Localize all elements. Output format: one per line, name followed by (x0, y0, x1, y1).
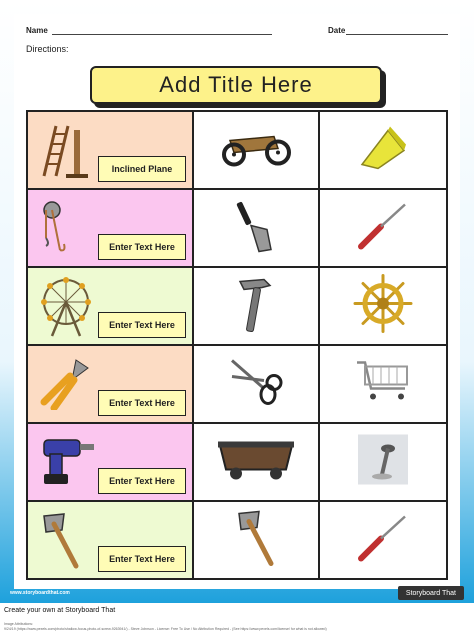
row-6-image-cell-1[interactable] (192, 500, 320, 580)
row-5-image-cell-2[interactable] (318, 422, 448, 502)
storyboard-brand[interactable] (398, 586, 464, 600)
row-6-image-cell-2[interactable] (318, 500, 448, 580)
row-4-label-cell[interactable] (26, 344, 194, 424)
row-1-label-cell[interactable] (26, 110, 194, 190)
row-1-image-cell-2[interactable] (318, 110, 448, 190)
screwdriver-icon (355, 201, 411, 256)
name-label: Name (26, 26, 48, 35)
credit-line-1: Image Attributions: (4, 622, 33, 626)
image-credits (4, 622, 470, 632)
row-4-image-cell-2[interactable] (318, 344, 448, 424)
pulley-icon (36, 198, 76, 263)
row-2-text-box[interactable]: Enter Text Here (98, 234, 186, 260)
directions-label: Directions: (26, 44, 69, 54)
brand-label: Storyboard That (405, 589, 456, 597)
page-title[interactable]: Add Title Here (159, 72, 313, 97)
row-5-image-cell-1[interactable] (192, 422, 320, 502)
scissors-icon (228, 355, 284, 414)
date-field[interactable] (346, 34, 448, 35)
row-2-label-cell[interactable] (26, 188, 194, 268)
mine-cart-icon (216, 438, 296, 487)
row-1-text-box[interactable]: Inclined Plane (98, 156, 186, 182)
date-label: Date (328, 26, 346, 35)
row-1-image-cell-1[interactable] (192, 110, 320, 190)
create-link[interactable]: Create your own at Storyboard That (4, 607, 116, 614)
row-5-label-cell[interactable] (26, 422, 194, 502)
ship-wheel-icon (353, 274, 413, 339)
drill-icon (36, 432, 96, 493)
pliers-icon (36, 354, 96, 415)
hammer-icon (232, 274, 280, 339)
axe-icon (36, 510, 86, 575)
screwdriver-icon (355, 513, 411, 568)
row-2-image-cell-2[interactable] (318, 188, 448, 268)
footer-url[interactable]: www.storyboardthat.com (10, 590, 70, 596)
row-6-label-cell[interactable] (26, 500, 194, 580)
name-field[interactable] (52, 34, 272, 35)
trowel-icon (231, 198, 281, 259)
row-4-image-cell-1[interactable] (192, 344, 320, 424)
row-3-image-cell-1[interactable] (192, 266, 320, 346)
credit-line-2: 9/24/19 (https://www.pexels.com/photo/shallow-focus-photo-of-screw-9263941/) - Steve Johnson - License: Free To Use / No Attribution Required - (See https://www.pexels.com/license/ for what is not allowed) (4, 627, 327, 631)
axe-icon (231, 508, 281, 573)
screw-icon (358, 435, 408, 490)
row-3-label-cell[interactable] (26, 266, 194, 346)
row-3-text-box[interactable]: Enter Text Here (98, 312, 186, 338)
row-6-text-box[interactable]: Enter Text Here (98, 546, 186, 572)
worksheet-grid (26, 110, 448, 580)
ferris-wheel-icon (36, 276, 96, 343)
row-4-text-box[interactable]: Enter Text Here (98, 390, 186, 416)
wedge-icon (358, 125, 408, 176)
wheeled-cart-icon (216, 123, 296, 178)
row-5-text-box[interactable]: Enter Text Here (98, 468, 186, 494)
row-3-image-cell-2[interactable] (318, 266, 448, 346)
row-2-image-cell-1[interactable] (192, 188, 320, 268)
title-box[interactable] (90, 66, 382, 104)
ladder-icon (36, 120, 96, 185)
shopping-cart-icon (353, 357, 413, 412)
